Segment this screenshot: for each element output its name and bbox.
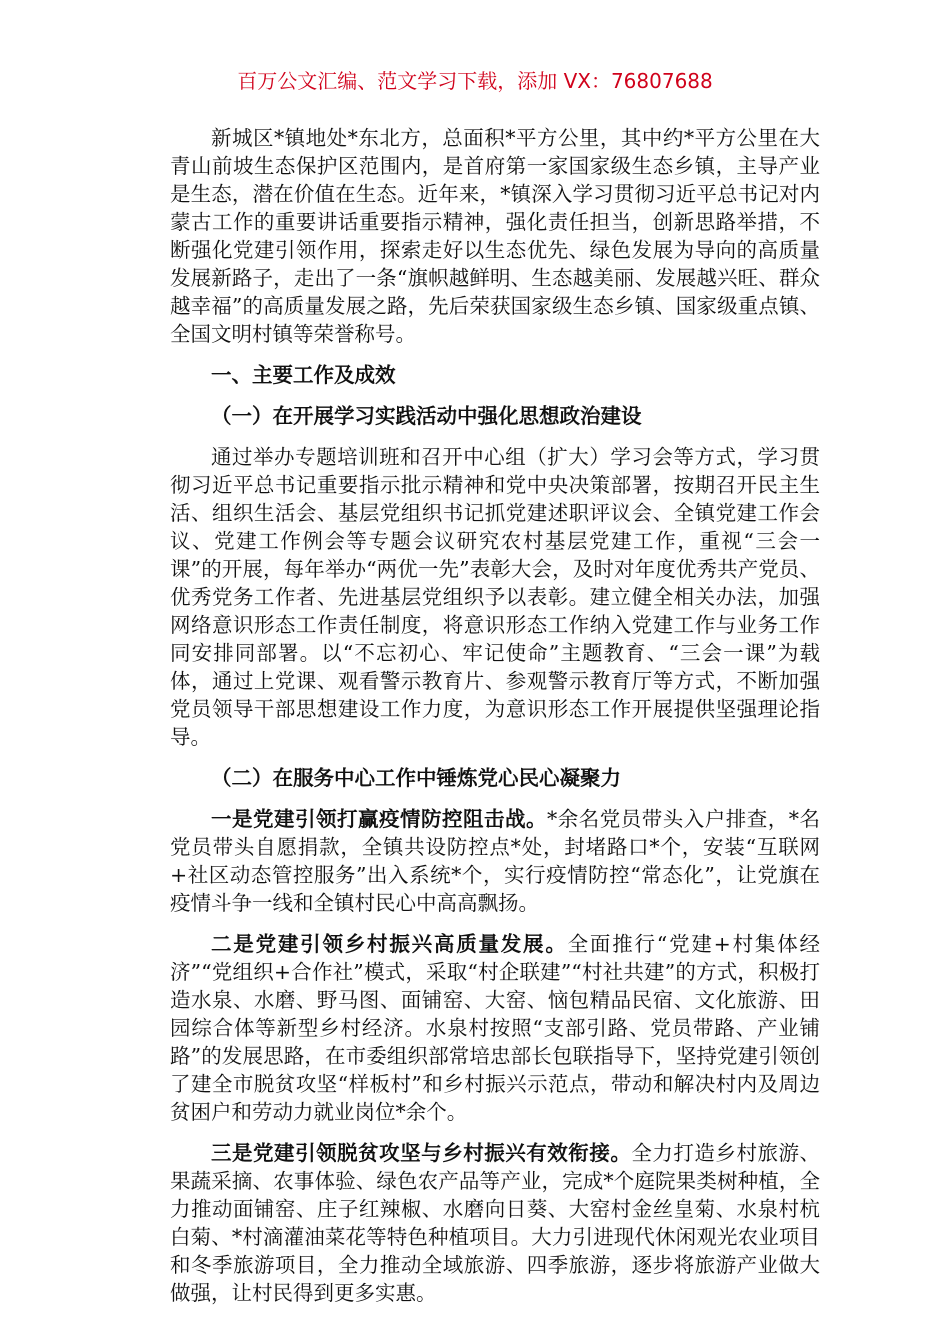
subsection-heading-2: （二）在服务中心工作中锤炼党心民心凝聚力 <box>211 766 621 790</box>
item-lead-1: 一是党建引领打赢疫情防控阻击战。 <box>211 807 547 831</box>
item-text-3: 全力打造乡村旅游、果蔬采摘、农事体验、绿色农产品等产业，完成*个庭院果类树种植，全力推动面铺窑、庄子红辣椒、水磨向日葵、大窑村金丝皇菊、水泉村杭白菊、*村滴灌油菜花等特色种植项目。大力引进现代休闲观光农业项目和冬季旅游项目，全力推动全域旅游、四季旅游，逐步将旅游产业做大做强，让村民得到更多实惠。 <box>170 1141 821 1305</box>
subsection-1-paragraph: 通过举办专题培训班和召开中心组（扩大）学习会等方式，学习贯彻习近平总书记重要指示批示精神和党中央决策部署，按期召开民主生活、组织生活会、基层党组织书记抓党建述职评议会、全镇党建工作会议、党建工作例会等专题会议研究农村基层党建工作，重视“三会一课”的开展，每年举办“两优一先”表彰大会，及时对年度优秀共产党员、优秀党务工作者、先进基层党组织予以表彰。建立健全相关办法，加强网络意识形态工作责任制度，将意识形态工作纳入党建工作与业务工作同安排同部署。以“不忘初心、牢记使命”主题教育、“三会一课”为载体，通过上党课、观看警示教育片、参观警示教育厅等方式，不断加强党员领导干部思想建设工作力度，为意识形态工作开展提供坚强理论指导。 <box>170 445 820 749</box>
subsection-heading-1: （一）在开展学习实践活动中强化思想政治建设 <box>211 404 642 428</box>
item-paragraph-3 <box>170 1139 820 1307</box>
intro-paragraph: 新城区*镇地处*东北方，总面积*平方公里，其中约*平方公里在大青山前坡生态保护区范围内，是首府第一家国家级生态乡镇，主导产业是生态，潜在价值在生态。近年来，*镇深入学习贯彻习近平总书记对内蒙古工作的重要讲话重要指示精神，强化责任担当，创新思路举措，不断强化党建引领作用，探索走好以生态优先、绿色发展为导向的高质量发展新路子，走出了一条“旗帜越鲜明、生态越美丽、发展越兴旺、群众越幸福”的高质量发展之路，先后荣获国家级生态乡镇、国家级重点镇、全国文明村镇等荣誉称号。 <box>170 126 820 346</box>
header-banner: 百万公文汇编、范文学习下载，添加 VX：76807688 <box>237 69 713 93</box>
item-paragraph-2 <box>170 930 820 1126</box>
item-text-2: 全面推行“党建+村集体经济”“党组织+合作社”模式，采取“村企联建”“村社共建”的方式，积极打造水泉、水磨、野马图、面铺窑、大窑、恼包精品民宿、文化旅游、田园综合体等新型乡村经济。水泉村按照“支部引路、党员带路、产业铺路”的发展思路，在市委组织部常培忠部长包联指导下，坚持党建引领创了建全市脱贫攻坚“样板村”和乡村振兴示范点，带动和解决村内及周边贫困户和劳动力就业岗位*余个。 <box>170 932 820 1124</box>
item-text-1: *余名党员带头入户排查，*名党员带头自愿捐款，全镇共设防控点*处，封堵路口*个，安装“互联网+社区动态管控服务”出入系统*个，实行疫情防控“常态化”，让党旗在疫情斗争一线和全镇村民心中高高飘扬。 <box>170 807 820 915</box>
item-paragraph-1 <box>170 805 820 917</box>
document-body <box>170 124 820 1320</box>
section-heading: 一、主要工作及成效 <box>211 363 396 387</box>
item-lead-3: 三是党建引领脱贫攻坚与乡村振兴有效衔接。 <box>211 1141 632 1165</box>
item-lead-2: 二是党建引领乡村振兴高质量发展。 <box>211 932 568 956</box>
